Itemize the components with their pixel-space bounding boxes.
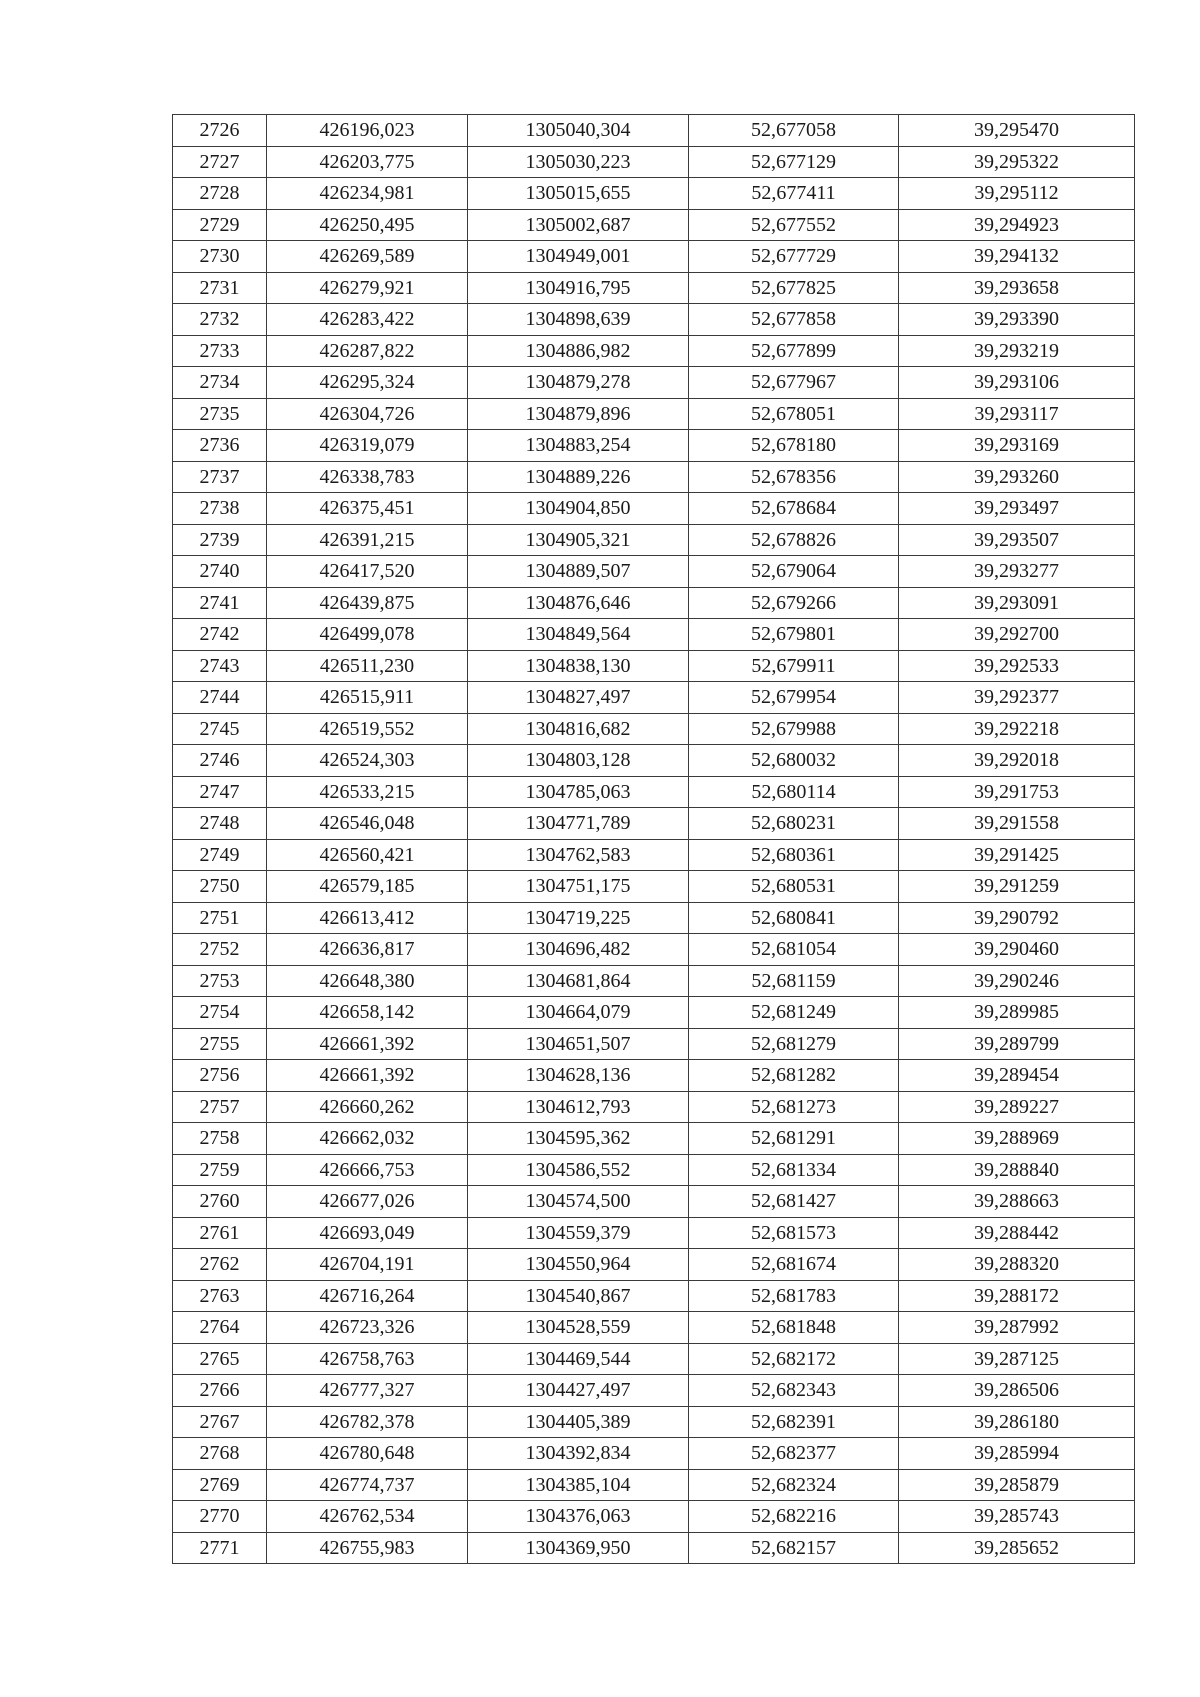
- table-row: [173, 808, 1135, 840]
- x-coordinate-cell: 426304,726: [267, 398, 468, 430]
- y-coordinate-cell: 1304771,789: [468, 808, 689, 840]
- y-coordinate-cell: 1304889,226: [468, 461, 689, 493]
- longitude-cell: 39,288840: [899, 1154, 1135, 1186]
- x-coordinate-cell: 426515,911: [267, 682, 468, 714]
- y-coordinate-cell: 1304628,136: [468, 1060, 689, 1092]
- y-coordinate-cell: 1304369,950: [468, 1532, 689, 1564]
- latitude-cell: 52,682377: [689, 1438, 899, 1470]
- point-number-cell: 2769: [173, 1469, 267, 1501]
- y-coordinate-cell: 1304876,646: [468, 587, 689, 619]
- x-coordinate-cell: 426560,421: [267, 839, 468, 871]
- y-coordinate-cell: 1305030,223: [468, 146, 689, 178]
- table-row: [173, 745, 1135, 777]
- x-coordinate-cell: 426283,422: [267, 304, 468, 336]
- table-row: [173, 1123, 1135, 1155]
- longitude-cell: 39,288172: [899, 1280, 1135, 1312]
- table-row: [173, 556, 1135, 588]
- latitude-cell: 52,679954: [689, 682, 899, 714]
- point-number-cell: 2766: [173, 1375, 267, 1407]
- table-row: [173, 430, 1135, 462]
- longitude-cell: 39,291259: [899, 871, 1135, 903]
- x-coordinate-cell: 426250,495: [267, 209, 468, 241]
- table-row: [173, 1375, 1135, 1407]
- y-coordinate-cell: 1304785,063: [468, 776, 689, 808]
- y-coordinate-cell: 1305002,687: [468, 209, 689, 241]
- y-coordinate-cell: 1304586,552: [468, 1154, 689, 1186]
- latitude-cell: 52,681334: [689, 1154, 899, 1186]
- latitude-cell: 52,679266: [689, 587, 899, 619]
- point-number-cell: 2771: [173, 1532, 267, 1564]
- latitude-cell: 52,681674: [689, 1249, 899, 1281]
- longitude-cell: 39,289985: [899, 997, 1135, 1029]
- table-row: [173, 965, 1135, 997]
- table-row: [173, 1343, 1135, 1375]
- table-row: [173, 682, 1135, 714]
- table-row: [173, 1469, 1135, 1501]
- x-coordinate-cell: 426203,775: [267, 146, 468, 178]
- latitude-cell: 52,681427: [689, 1186, 899, 1218]
- table-row: [173, 178, 1135, 210]
- point-number-cell: 2761: [173, 1217, 267, 1249]
- longitude-cell: 39,286180: [899, 1406, 1135, 1438]
- y-coordinate-cell: 1304595,362: [468, 1123, 689, 1155]
- table-row: [173, 1186, 1135, 1218]
- longitude-cell: 39,293219: [899, 335, 1135, 367]
- point-number-cell: 2756: [173, 1060, 267, 1092]
- longitude-cell: 39,288442: [899, 1217, 1135, 1249]
- table-row: [173, 871, 1135, 903]
- y-coordinate-cell: 1304889,507: [468, 556, 689, 588]
- longitude-cell: 39,295470: [899, 115, 1135, 147]
- latitude-cell: 52,678684: [689, 493, 899, 525]
- x-coordinate-cell: 426417,520: [267, 556, 468, 588]
- x-coordinate-cell: 426658,142: [267, 997, 468, 1029]
- latitude-cell: 52,681282: [689, 1060, 899, 1092]
- y-coordinate-cell: 1304827,497: [468, 682, 689, 714]
- longitude-cell: 39,291558: [899, 808, 1135, 840]
- y-coordinate-cell: 1304528,559: [468, 1312, 689, 1344]
- longitude-cell: 39,293507: [899, 524, 1135, 556]
- x-coordinate-cell: 426660,262: [267, 1091, 468, 1123]
- point-number-cell: 2755: [173, 1028, 267, 1060]
- point-number-cell: 2752: [173, 934, 267, 966]
- table-row: [173, 902, 1135, 934]
- point-number-cell: 2729: [173, 209, 267, 241]
- point-number-cell: 2767: [173, 1406, 267, 1438]
- y-coordinate-cell: 1304405,389: [468, 1406, 689, 1438]
- x-coordinate-cell: 426519,552: [267, 713, 468, 745]
- x-coordinate-cell: 426338,783: [267, 461, 468, 493]
- longitude-cell: 39,294132: [899, 241, 1135, 273]
- longitude-cell: 39,293658: [899, 272, 1135, 304]
- y-coordinate-cell: 1304816,682: [468, 713, 689, 745]
- latitude-cell: 52,678356: [689, 461, 899, 493]
- point-number-cell: 2754: [173, 997, 267, 1029]
- x-coordinate-cell: 426613,412: [267, 902, 468, 934]
- table-row: [173, 304, 1135, 336]
- point-number-cell: 2770: [173, 1501, 267, 1533]
- y-coordinate-cell: 1304751,175: [468, 871, 689, 903]
- latitude-cell: 52,678051: [689, 398, 899, 430]
- latitude-cell: 52,677899: [689, 335, 899, 367]
- latitude-cell: 52,682216: [689, 1501, 899, 1533]
- longitude-cell: 39,288969: [899, 1123, 1135, 1155]
- longitude-cell: 39,292533: [899, 650, 1135, 682]
- longitude-cell: 39,289454: [899, 1060, 1135, 1092]
- x-coordinate-cell: 426782,378: [267, 1406, 468, 1438]
- latitude-cell: 52,682172: [689, 1343, 899, 1375]
- longitude-cell: 39,289799: [899, 1028, 1135, 1060]
- coordinates-table-body: [173, 115, 1135, 1564]
- longitude-cell: 39,293091: [899, 587, 1135, 619]
- latitude-cell: 52,681291: [689, 1123, 899, 1155]
- y-coordinate-cell: 1304664,079: [468, 997, 689, 1029]
- x-coordinate-cell: 426391,215: [267, 524, 468, 556]
- x-coordinate-cell: 426677,026: [267, 1186, 468, 1218]
- x-coordinate-cell: 426648,380: [267, 965, 468, 997]
- latitude-cell: 52,681573: [689, 1217, 899, 1249]
- x-coordinate-cell: 426499,078: [267, 619, 468, 651]
- table-row: [173, 650, 1135, 682]
- y-coordinate-cell: 1304559,379: [468, 1217, 689, 1249]
- y-coordinate-cell: 1305015,655: [468, 178, 689, 210]
- table-row: [173, 997, 1135, 1029]
- x-coordinate-cell: 426375,451: [267, 493, 468, 525]
- y-coordinate-cell: 1304838,130: [468, 650, 689, 682]
- table-row: [173, 209, 1135, 241]
- longitude-cell: 39,291425: [899, 839, 1135, 871]
- coordinates-table: [172, 114, 1135, 1564]
- latitude-cell: 52,677858: [689, 304, 899, 336]
- x-coordinate-cell: 426762,534: [267, 1501, 468, 1533]
- y-coordinate-cell: 1304886,982: [468, 335, 689, 367]
- longitude-cell: 39,285652: [899, 1532, 1135, 1564]
- y-coordinate-cell: 1304612,793: [468, 1091, 689, 1123]
- latitude-cell: 52,680361: [689, 839, 899, 871]
- table-row: [173, 1091, 1135, 1123]
- longitude-cell: 39,290460: [899, 934, 1135, 966]
- point-number-cell: 2732: [173, 304, 267, 336]
- latitude-cell: 52,680531: [689, 871, 899, 903]
- table-row: [173, 1060, 1135, 1092]
- y-coordinate-cell: 1304392,834: [468, 1438, 689, 1470]
- table-row: [173, 493, 1135, 525]
- longitude-cell: 39,293260: [899, 461, 1135, 493]
- point-number-cell: 2763: [173, 1280, 267, 1312]
- table-row: [173, 839, 1135, 871]
- latitude-cell: 52,677729: [689, 241, 899, 273]
- x-coordinate-cell: 426723,326: [267, 1312, 468, 1344]
- point-number-cell: 2742: [173, 619, 267, 651]
- latitude-cell: 52,681848: [689, 1312, 899, 1344]
- longitude-cell: 39,295112: [899, 178, 1135, 210]
- y-coordinate-cell: 1304883,254: [468, 430, 689, 462]
- table-row: [173, 367, 1135, 399]
- point-number-cell: 2745: [173, 713, 267, 745]
- table-row: [173, 587, 1135, 619]
- x-coordinate-cell: 426780,648: [267, 1438, 468, 1470]
- latitude-cell: 52,682157: [689, 1532, 899, 1564]
- point-number-cell: 2740: [173, 556, 267, 588]
- y-coordinate-cell: 1304574,500: [468, 1186, 689, 1218]
- longitude-cell: 39,290246: [899, 965, 1135, 997]
- point-number-cell: 2727: [173, 146, 267, 178]
- latitude-cell: 52,681054: [689, 934, 899, 966]
- point-number-cell: 2768: [173, 1438, 267, 1470]
- y-coordinate-cell: 1304916,795: [468, 272, 689, 304]
- point-number-cell: 2726: [173, 115, 267, 147]
- longitude-cell: 39,287125: [899, 1343, 1135, 1375]
- table-row: [173, 713, 1135, 745]
- y-coordinate-cell: 1304762,583: [468, 839, 689, 871]
- y-coordinate-cell: 1304469,544: [468, 1343, 689, 1375]
- point-number-cell: 2744: [173, 682, 267, 714]
- y-coordinate-cell: 1304651,507: [468, 1028, 689, 1060]
- longitude-cell: 39,293497: [899, 493, 1135, 525]
- table-row: [173, 241, 1135, 273]
- latitude-cell: 52,682391: [689, 1406, 899, 1438]
- table-row: [173, 1312, 1135, 1344]
- latitude-cell: 52,681159: [689, 965, 899, 997]
- table-row: [173, 619, 1135, 651]
- x-coordinate-cell: 426693,049: [267, 1217, 468, 1249]
- point-number-cell: 2764: [173, 1312, 267, 1344]
- x-coordinate-cell: 426636,817: [267, 934, 468, 966]
- table-row: [173, 1532, 1135, 1564]
- latitude-cell: 52,679988: [689, 713, 899, 745]
- latitude-cell: 52,678180: [689, 430, 899, 462]
- x-coordinate-cell: 426287,822: [267, 335, 468, 367]
- longitude-cell: 39,285743: [899, 1501, 1135, 1533]
- latitude-cell: 52,680231: [689, 808, 899, 840]
- longitude-cell: 39,292018: [899, 745, 1135, 777]
- table-row: [173, 335, 1135, 367]
- table-row: [173, 934, 1135, 966]
- latitude-cell: 52,681279: [689, 1028, 899, 1060]
- longitude-cell: 39,288320: [899, 1249, 1135, 1281]
- y-coordinate-cell: 1304879,896: [468, 398, 689, 430]
- table-row: [173, 398, 1135, 430]
- latitude-cell: 52,681783: [689, 1280, 899, 1312]
- latitude-cell: 52,681273: [689, 1091, 899, 1123]
- point-number-cell: 2735: [173, 398, 267, 430]
- point-number-cell: 2739: [173, 524, 267, 556]
- x-coordinate-cell: 426755,983: [267, 1532, 468, 1564]
- point-number-cell: 2757: [173, 1091, 267, 1123]
- point-number-cell: 2750: [173, 871, 267, 903]
- table-row: [173, 1438, 1135, 1470]
- point-number-cell: 2736: [173, 430, 267, 462]
- y-coordinate-cell: 1304376,063: [468, 1501, 689, 1533]
- table-row: [173, 1280, 1135, 1312]
- latitude-cell: 52,678826: [689, 524, 899, 556]
- x-coordinate-cell: 426319,079: [267, 430, 468, 462]
- latitude-cell: 52,677552: [689, 209, 899, 241]
- latitude-cell: 52,677058: [689, 115, 899, 147]
- longitude-cell: 39,293277: [899, 556, 1135, 588]
- point-number-cell: 2741: [173, 587, 267, 619]
- x-coordinate-cell: 426661,392: [267, 1028, 468, 1060]
- y-coordinate-cell: 1304696,482: [468, 934, 689, 966]
- point-number-cell: 2747: [173, 776, 267, 808]
- x-coordinate-cell: 426279,921: [267, 272, 468, 304]
- y-coordinate-cell: 1304385,104: [468, 1469, 689, 1501]
- y-coordinate-cell: 1304681,864: [468, 965, 689, 997]
- latitude-cell: 52,679064: [689, 556, 899, 588]
- latitude-cell: 52,677967: [689, 367, 899, 399]
- longitude-cell: 39,292218: [899, 713, 1135, 745]
- x-coordinate-cell: 426758,763: [267, 1343, 468, 1375]
- longitude-cell: 39,292700: [899, 619, 1135, 651]
- point-number-cell: 2748: [173, 808, 267, 840]
- point-number-cell: 2738: [173, 493, 267, 525]
- point-number-cell: 2762: [173, 1249, 267, 1281]
- point-number-cell: 2728: [173, 178, 267, 210]
- x-coordinate-cell: 426295,324: [267, 367, 468, 399]
- point-number-cell: 2758: [173, 1123, 267, 1155]
- longitude-cell: 39,293106: [899, 367, 1135, 399]
- y-coordinate-cell: 1304849,564: [468, 619, 689, 651]
- longitude-cell: 39,295322: [899, 146, 1135, 178]
- longitude-cell: 39,291753: [899, 776, 1135, 808]
- point-number-cell: 2765: [173, 1343, 267, 1375]
- table-row: [173, 1501, 1135, 1533]
- table-row: [173, 1406, 1135, 1438]
- point-number-cell: 2746: [173, 745, 267, 777]
- table-row: [173, 115, 1135, 147]
- x-coordinate-cell: 426704,191: [267, 1249, 468, 1281]
- table-row: [173, 1217, 1135, 1249]
- x-coordinate-cell: 426546,048: [267, 808, 468, 840]
- table-row: [173, 1154, 1135, 1186]
- y-coordinate-cell: 1304905,321: [468, 524, 689, 556]
- x-coordinate-cell: 426579,185: [267, 871, 468, 903]
- longitude-cell: 39,293117: [899, 398, 1135, 430]
- point-number-cell: 2751: [173, 902, 267, 934]
- x-coordinate-cell: 426234,981: [267, 178, 468, 210]
- longitude-cell: 39,290792: [899, 902, 1135, 934]
- point-number-cell: 2753: [173, 965, 267, 997]
- x-coordinate-cell: 426524,303: [267, 745, 468, 777]
- latitude-cell: 52,677825: [689, 272, 899, 304]
- x-coordinate-cell: 426511,230: [267, 650, 468, 682]
- longitude-cell: 39,285994: [899, 1438, 1135, 1470]
- x-coordinate-cell: 426777,327: [267, 1375, 468, 1407]
- latitude-cell: 52,682324: [689, 1469, 899, 1501]
- x-coordinate-cell: 426196,023: [267, 115, 468, 147]
- y-coordinate-cell: 1304719,225: [468, 902, 689, 934]
- longitude-cell: 39,289227: [899, 1091, 1135, 1123]
- table-row: [173, 524, 1135, 556]
- table-row: [173, 461, 1135, 493]
- table-row: [173, 1249, 1135, 1281]
- y-coordinate-cell: 1304427,497: [468, 1375, 689, 1407]
- y-coordinate-cell: 1304949,001: [468, 241, 689, 273]
- longitude-cell: 39,286506: [899, 1375, 1135, 1407]
- longitude-cell: 39,287992: [899, 1312, 1135, 1344]
- longitude-cell: 39,292377: [899, 682, 1135, 714]
- y-coordinate-cell: 1304898,639: [468, 304, 689, 336]
- latitude-cell: 52,682343: [689, 1375, 899, 1407]
- point-number-cell: 2749: [173, 839, 267, 871]
- longitude-cell: 39,293390: [899, 304, 1135, 336]
- y-coordinate-cell: 1304803,128: [468, 745, 689, 777]
- latitude-cell: 52,679801: [689, 619, 899, 651]
- table-row: [173, 146, 1135, 178]
- x-coordinate-cell: 426533,215: [267, 776, 468, 808]
- table-row: [173, 776, 1135, 808]
- x-coordinate-cell: 426774,737: [267, 1469, 468, 1501]
- y-coordinate-cell: 1304540,867: [468, 1280, 689, 1312]
- y-coordinate-cell: 1305040,304: [468, 115, 689, 147]
- x-coordinate-cell: 426269,589: [267, 241, 468, 273]
- y-coordinate-cell: 1304879,278: [468, 367, 689, 399]
- longitude-cell: 39,285879: [899, 1469, 1135, 1501]
- x-coordinate-cell: 426439,875: [267, 587, 468, 619]
- point-number-cell: 2731: [173, 272, 267, 304]
- x-coordinate-cell: 426661,392: [267, 1060, 468, 1092]
- latitude-cell: 52,677129: [689, 146, 899, 178]
- longitude-cell: 39,288663: [899, 1186, 1135, 1218]
- latitude-cell: 52,681249: [689, 997, 899, 1029]
- point-number-cell: 2733: [173, 335, 267, 367]
- latitude-cell: 52,679911: [689, 650, 899, 682]
- table-row: [173, 1028, 1135, 1060]
- longitude-cell: 39,293169: [899, 430, 1135, 462]
- point-number-cell: 2743: [173, 650, 267, 682]
- y-coordinate-cell: 1304550,964: [468, 1249, 689, 1281]
- latitude-cell: 52,677411: [689, 178, 899, 210]
- latitude-cell: 52,680114: [689, 776, 899, 808]
- point-number-cell: 2730: [173, 241, 267, 273]
- latitude-cell: 52,680841: [689, 902, 899, 934]
- x-coordinate-cell: 426716,264: [267, 1280, 468, 1312]
- x-coordinate-cell: 426666,753: [267, 1154, 468, 1186]
- point-number-cell: 2760: [173, 1186, 267, 1218]
- point-number-cell: 2759: [173, 1154, 267, 1186]
- x-coordinate-cell: 426662,032: [267, 1123, 468, 1155]
- table-row: [173, 272, 1135, 304]
- longitude-cell: 39,294923: [899, 209, 1135, 241]
- latitude-cell: 52,680032: [689, 745, 899, 777]
- point-number-cell: 2737: [173, 461, 267, 493]
- point-number-cell: 2734: [173, 367, 267, 399]
- y-coordinate-cell: 1304904,850: [468, 493, 689, 525]
